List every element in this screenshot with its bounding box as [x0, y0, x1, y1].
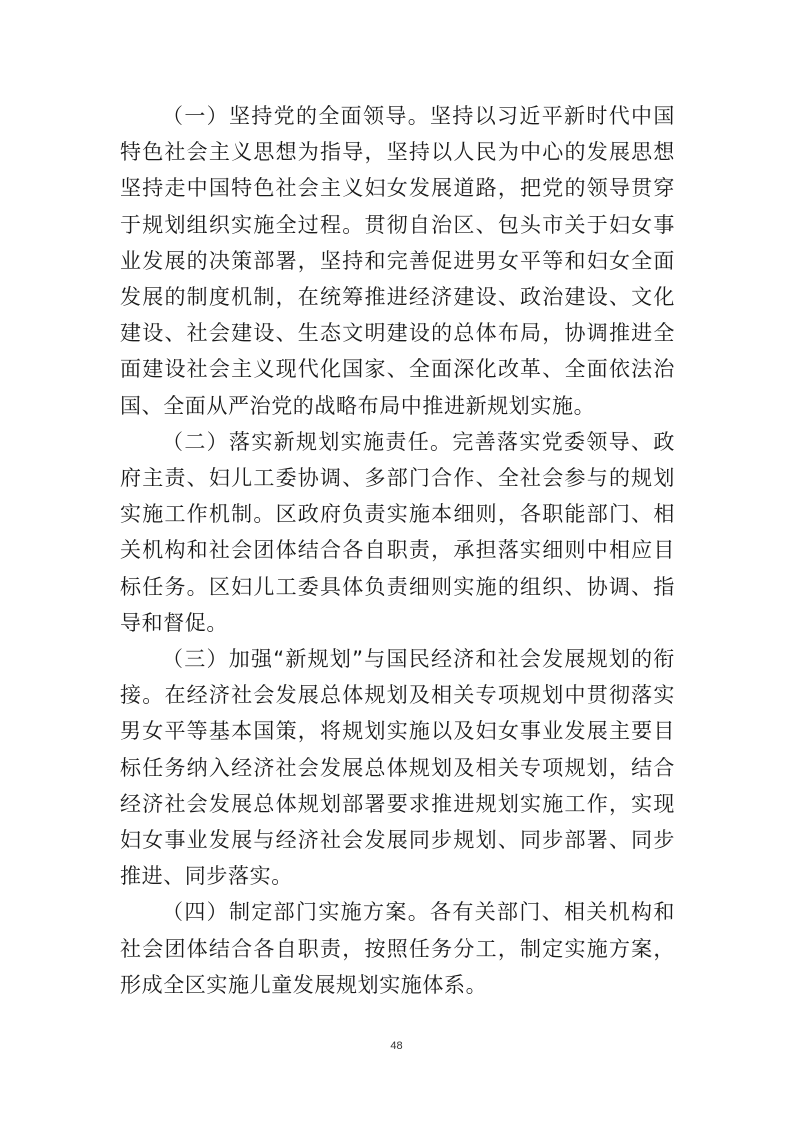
page-number: 48 [390, 1040, 403, 1052]
document-body [120, 98, 675, 1003]
paragraph-party-leadership: （一）坚持党的全面领导。坚持以习近平新时代中国特色社会主义思想为指导，坚持以人民为中心的发展思想坚持走中国特色社会主义妇女发展道路，把党的领导贯穿于规划组织实施全过程。贯彻自治区、包头市关于妇女事业发展的决策部署，坚持和完善促进男女平等和妇女全面发展的制度机制，在统筹推进经济建设、政治建设、文化建设、社会建设、生态文明建设的总体布局，协调推进全面建设社会主义现代化国家、全面深化改革、全面依法治国、全面从严治党的战略布局中推进新规划实施。 [120, 104, 675, 418]
paragraph-department-plans: （四）制定部门实施方案。各有关部门、相关机构和社会团体结合各自职责，按照任务分工，制定实施方案，形成全区实施儿童发展规划实施体系。 [120, 900, 675, 997]
paragraph-implementation-responsibility: （二）落实新规划实施责任。完善落实党委领导、政府主责、妇儿工委协调、多部门合作、全社会参与的规划实施工作机制。区政府负责实施本细则，各职能部门、相关机构和社会团体结合各自职责，承担落实细则中相应目标任务。区妇儿工委具体负责细则实施的组织、协调、指导和督促。 [120, 429, 675, 635]
paragraph-plan-coordination: （三）加强“新规划”与国民经济和社会发展规划的衔接。在经济社会发展总体规划及相关专项规划中贯彻落实男女平等基本国策，将规划实施以及妇女事业发展主要目标任务纳入经济社会发展总体规划及相关专项规划，结合经济社会发展总体规划部署要求推进规划实施工作，实现妇女事业发展与经济社会发展同步规划、同步部署、同步推进、同步落实。 [120, 647, 675, 889]
